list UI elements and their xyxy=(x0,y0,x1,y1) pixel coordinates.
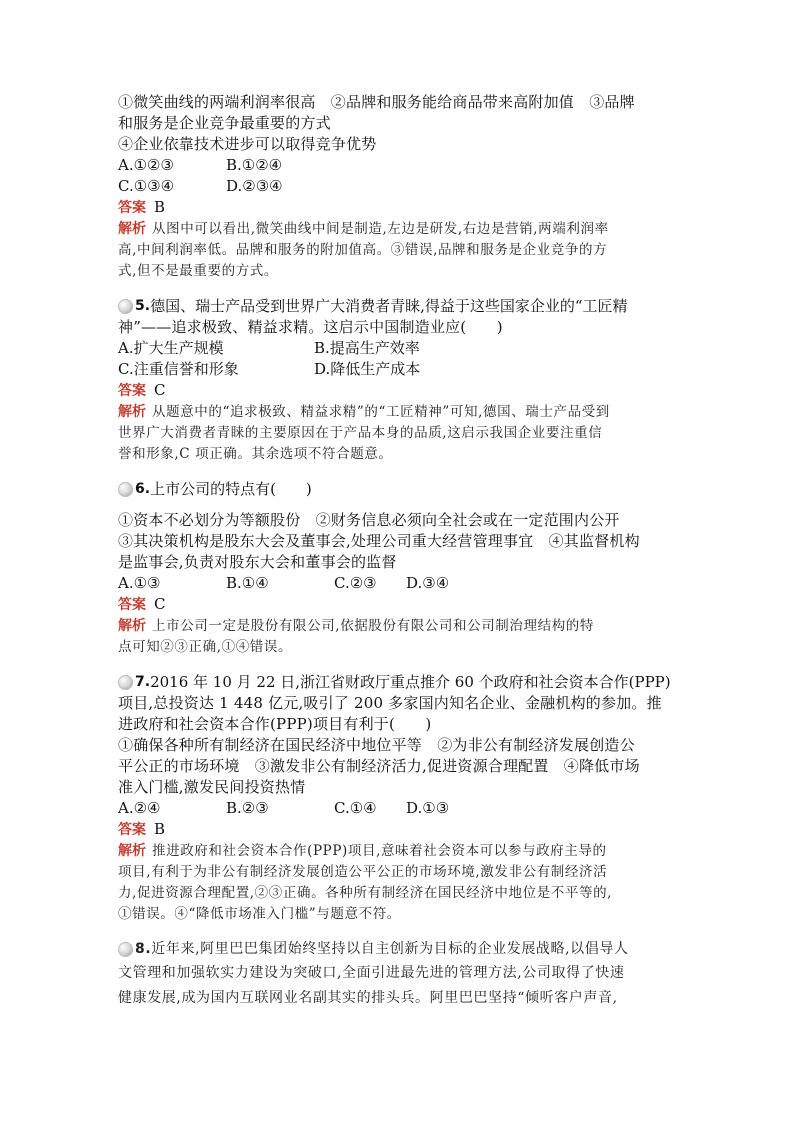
question-8 xyxy=(118,939,680,1010)
explanation xyxy=(118,841,680,925)
explanation-label: 解析 xyxy=(118,843,146,859)
option-d: D.②③④ xyxy=(226,177,283,195)
answer-label: 答案 xyxy=(118,597,146,613)
question-4-line: ④企业依靠技术进步可以取得竞争优势 xyxy=(118,135,377,153)
question-7-line: 进政府和社会资本合作(PPP)项目有利于( ) xyxy=(118,715,432,733)
option-d: D.③④ xyxy=(406,574,450,592)
answer-label: 答案 xyxy=(118,200,146,216)
question-5 xyxy=(118,296,680,465)
option-b: B.②③ xyxy=(226,799,269,817)
answer xyxy=(118,197,680,219)
question-bullet-icon xyxy=(118,482,133,497)
explanation-line: 上市公司一定是股份有限公司,依据股份有限公司和公司制治理结构的特 xyxy=(152,618,594,634)
answer-label: 答案 xyxy=(118,822,146,838)
question-7 xyxy=(118,672,680,925)
question-8-line: 文管理和加强软实力建设为突破口,全面引进最先进的管理方法,公司取得了快速 xyxy=(118,965,625,981)
question-6-line: ①资本不必划分为等额股份 ②财务信息必须向全社会或在一定范围内公开 xyxy=(118,511,620,529)
question-5-options-row xyxy=(118,359,680,380)
question-4-options-row xyxy=(118,155,680,176)
question-5-line: 神”——追求极致、精益求精。这启示中国制造业应( ) xyxy=(118,318,503,336)
explanation xyxy=(118,219,680,282)
explanation-line: 力,促进资源合理配置,②③正确。各种所有制经济在国民经济中地位是不平等的, xyxy=(118,885,613,901)
explanation xyxy=(118,402,680,465)
question-5-line: 德国、瑞士产品受到世界广大消费者青睐,得益于这些国家企业的“工匠精 xyxy=(150,297,628,315)
question-6-line: ③其决策机构是股东大会及董事会,处理公司重大经营管理事宜 ④其监督机构 xyxy=(118,532,640,550)
option-a: A.②④ xyxy=(118,799,161,817)
question-7-line: 项目,总投资达 1 448 亿元,吸引了 200 多家国内知名企业、金融机构的参加。推 xyxy=(118,694,662,712)
explanation-line: 点可知②③正确,①④错误。 xyxy=(118,639,293,655)
question-number: 6. xyxy=(135,481,151,497)
question-7-options-row xyxy=(118,798,680,819)
question-bullet-icon xyxy=(118,675,133,690)
question-7-line: ①确保各种所有制经济在国民经济中地位平等 ②为非公有制经济发展创造公 xyxy=(118,736,635,754)
explanation-line: 从图中可以看出,微笑曲线中间是制造,左边是研发,右边是营销,两端利润率 xyxy=(152,221,609,237)
explanation-label: 解析 xyxy=(118,221,146,237)
question-6 xyxy=(118,479,680,658)
option-b: B.①④ xyxy=(226,574,269,592)
question-6-options-row xyxy=(118,573,680,594)
answer-value: C xyxy=(154,381,166,399)
explanation-line: 世界广大消费者青睐的主要原因在于产品本身的品质,这启示我国企业要注重信 xyxy=(118,425,603,441)
option-b: B.①②④ xyxy=(226,156,283,174)
answer xyxy=(118,380,680,402)
question-7-stem xyxy=(118,672,680,693)
option-c: C.①④ xyxy=(334,799,377,817)
option-d: D.降低生产成本 xyxy=(314,360,421,378)
question-8-stem xyxy=(118,939,680,960)
question-8-line: 近年来,阿里巴巴集团始终坚持以自主创新为目标的企业发展战略,以倡导人 xyxy=(151,941,629,957)
explanation-line: 从题意中的“追求极致、精益求精”的“工匠精神”可知,德国、瑞士产品受到 xyxy=(152,404,610,420)
option-a: A.扩大生产规模 xyxy=(118,339,224,357)
option-c: C.②③ xyxy=(334,574,377,592)
question-5-stem xyxy=(118,296,680,317)
question-number: 5. xyxy=(135,298,151,314)
answer-value: C xyxy=(154,595,166,613)
answer-value: B xyxy=(154,820,166,838)
explanation-line: 推进政府和社会资本合作(PPP)项目,意味着社会资本可以参与政府主导的 xyxy=(152,843,607,859)
option-c: C.①③④ xyxy=(118,177,175,195)
question-bullet-icon xyxy=(118,942,133,957)
question-4-line: ①微笑曲线的两端利润率很高 ②品牌和服务能给商品带来高附加值 ③品牌 xyxy=(118,93,635,111)
option-d: D.①③ xyxy=(406,799,450,817)
document-page xyxy=(118,92,680,1010)
question-6-stem xyxy=(118,479,680,500)
explanation xyxy=(118,616,680,658)
question-7-line: 准入门槛,激发民间投资热情 xyxy=(118,778,306,796)
explanation-line: 高,中间利润率低。品牌和服务的附加值高。③错误,品牌和服务是企业竞争的方 xyxy=(118,242,608,258)
option-a: A.①③ xyxy=(118,574,161,592)
question-number: 8. xyxy=(135,941,152,957)
option-a: A.①②③ xyxy=(118,156,174,174)
explanation-line: 誉和形象,C 项正确。其余选项不符合题意。 xyxy=(118,446,393,462)
explanation-line: ①错误。④“降低市场准入门槛”与题意不符。 xyxy=(118,906,401,922)
question-7-line: 平公正的市场环境 ③激发非公有制经济活力,促进资源合理配置 ④降低市场 xyxy=(118,757,640,775)
question-8-line: 健康发展,成为国内互联网业名副其实的排头兵。阿里巴巴坚持“倾听客户声音, xyxy=(118,990,618,1006)
answer xyxy=(118,819,680,841)
answer-value: B xyxy=(154,198,166,216)
explanation-line: 项目,有利于为非公有制经济发展创造公平公正的市场环境,激发非公有制经济活 xyxy=(118,864,608,880)
question-7-line: 2016 年 10 月 22 日,浙江省财政厅重点推介 60 个政府和社会资本合作(PPP) xyxy=(150,673,671,691)
question-4 xyxy=(118,92,680,282)
question-5-options-row xyxy=(118,338,680,359)
question-6-line: 是监事会,负责对股东大会和董事会的监督 xyxy=(118,553,397,571)
question-bullet-icon xyxy=(118,299,133,314)
explanation-line: 式,但不是最重要的方式。 xyxy=(118,263,278,279)
explanation-label: 解析 xyxy=(118,618,146,634)
answer xyxy=(118,594,680,616)
option-c: C.注重信誉和形象 xyxy=(118,360,239,378)
answer-label: 答案 xyxy=(118,383,146,399)
question-4-options-row xyxy=(118,176,680,197)
question-4-line: 和服务是企业竞争最重要的方式 xyxy=(118,114,331,132)
option-b: B.提高生产效率 xyxy=(314,339,420,357)
question-number: 7. xyxy=(135,674,151,690)
explanation-label: 解析 xyxy=(118,404,146,420)
question-6-title: 上市公司的特点有( ) xyxy=(150,480,312,498)
